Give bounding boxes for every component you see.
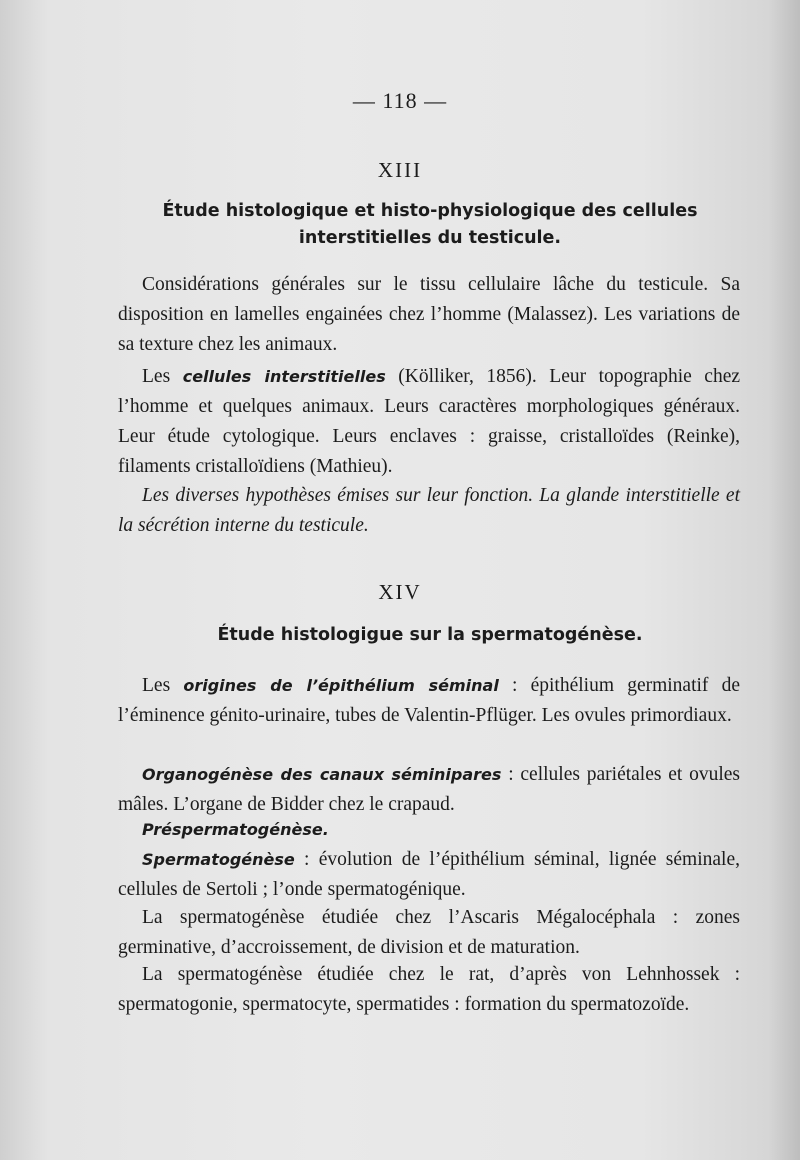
keyword-interstitial-cells: cellules interstitielles <box>182 367 386 386</box>
section-title-xiii <box>140 198 720 252</box>
paragraph-prespermatogenesis <box>118 815 740 845</box>
paragraph-text-post: (Kölliker, 1856). Leur topographie chez l’homme et quelques animaux. Leurs caractères morphologiques généraux. Leur étude cytologique. Leurs enclaves : graisse, cristalloïdes (Reinke), filaments cristalloïdiens (Mathieu). <box>118 366 741 477</box>
paragraph-organogenesis <box>118 760 740 820</box>
paragraph-text: Considérations générales sur le tissu cellulaire lâche du testicule. Sa disposition en lamelles engainées chez l’homme (Malassez). Les variations de sa texture chez les animaux. <box>118 274 740 355</box>
keyword-prespermatogenesis: Préspermatogénèse. <box>142 820 329 839</box>
paragraph-text: Les diverses hypothèses émises sur leur fonction. La glande interstitielle et la sécrétion interne du testicule. <box>118 485 740 536</box>
section-number-xiv: XIV <box>378 580 422 604</box>
paragraph-general-considerations <box>118 270 740 360</box>
paragraph-text-pre: Les <box>142 366 183 387</box>
paragraph-text-pre: Les <box>142 675 184 696</box>
paragraph-text-post: : évolution de l’épithélium séminal, lignée séminale, cellules de Sertoli ; l’onde spermatogénique. <box>118 849 740 900</box>
keyword-spermatogenesis: Spermatogénèse <box>142 850 295 869</box>
section-number-xiii: XIII <box>377 158 423 182</box>
paragraph-hypotheses <box>118 481 740 541</box>
paragraph-ascaris <box>118 903 740 963</box>
section-title-xiv: Étude histologigue sur la spermatogénèse. <box>217 625 643 645</box>
page-number: — 118 — <box>352 88 448 113</box>
section-title-line2: interstitielles du testicule. <box>298 228 562 248</box>
section-title-line1: Étude histologique et histo-physiologique des cellules <box>162 201 698 221</box>
paragraph-text: La spermatogénèse étudiée chez l’Ascaris Mégalocéphala : zones germinative, d’accroissement, de division et de maturation. <box>118 907 740 958</box>
keyword-organogenesis: Organogénèse des canaux séminipares <box>142 765 502 784</box>
paragraph-text-post: : épithélium germinatif de l’éminence génito-urinaire, tubes de Valentin-Pflüger. Les ovules primordiaux. <box>118 675 740 726</box>
paragraph-spermatogenesis <box>118 845 740 905</box>
keyword-origins: origines de l’épithélium séminal <box>183 676 499 695</box>
paragraph-interstitial-cells <box>118 362 740 482</box>
paragraph-origins <box>118 671 740 731</box>
paragraph-text-post: : cellules pariétales et ovules mâles. L’organe de Bidder chez le crapaud. <box>118 764 741 815</box>
paragraph-rat <box>118 960 740 1020</box>
paragraph-text: La spermatogénèse étudiée chez le rat, d’après von Lehnhossek : spermatogonie, spermatocyte, spermatides : formation du spermatozoïde. <box>118 964 740 1015</box>
